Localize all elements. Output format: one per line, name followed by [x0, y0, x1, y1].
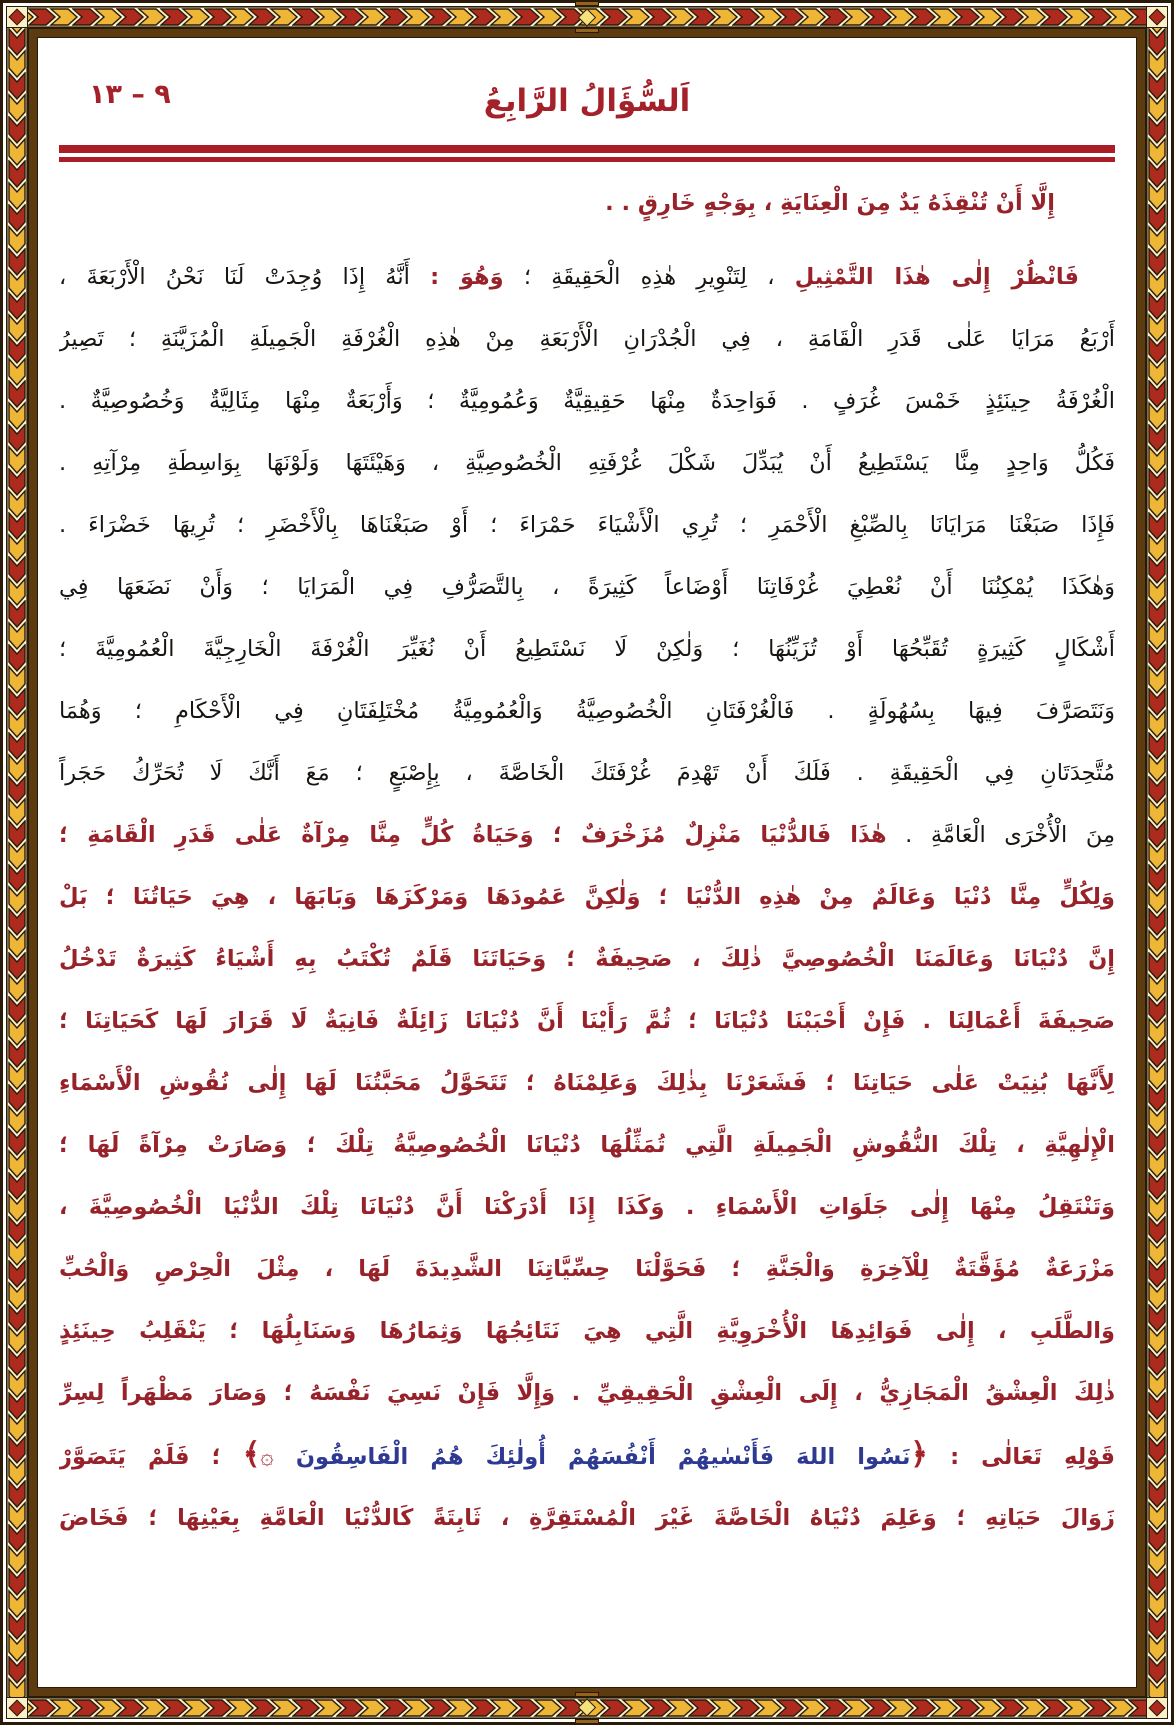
text-segment: مُتَّحِدَتَانِ فِي الْحَقِيقَةِ . فَلَكَ أَنْ تَهْدِمَ غُرْفَتَكَ الْخَاصَّةَ ، بِإِصْبَعٍ ؛ مَعَ أَنَّكَ لَا تُحَرِّكُ حَجَراً [59, 760, 1115, 786]
chain-pattern-right-svg [1146, 28, 1168, 1697]
text-segment: أَنَّهُ إِذَا وُجِدَتْ لَنَا نَحْنُ الْأَرْبَعَةَ ، [59, 264, 431, 290]
text-line-21 [59, 1424, 1115, 1487]
text-segment: هٰذَا فَالدُّنْيَا مَنْزِلٌ مُزَخْرَفٌ ؛ وَحَيَاةُ كُلٍّ مِنَّا مِرْآةٌ عَلٰى قَدَرِ الْقَامَةِ ؛ [59, 822, 887, 848]
text-line-18 [59, 1238, 1115, 1300]
page-content [37, 37, 1137, 1688]
text-segment: لِأَنَّهَا بُنِيَتْ عَلٰى حَيَاتِنَا ؛ فَشَعَرْنَا بِذٰلِكَ وَعَلِمْنَاهُ ؛ تَتَحَوَّلُ مَحَبَّتُنَا لَهَا إِلٰى نُقُوشِ الْأَسْمَاءِ [59, 1070, 1115, 1096]
page-number: ٩ – ١٣ [89, 79, 171, 110]
quran-verse-text: نَسُوا اللهَ فَأَنْسٰيهُمْ أَنْفُسَهُمْ أُولٰئِكَ هُمُ الْفَاسِقُونَ [273, 1444, 911, 1470]
text-segment: فَانْظُرْ إِلٰى هٰذَا التَّمْثِيلِ [794, 264, 1080, 290]
rule-bar-thick [59, 145, 1115, 153]
chain-pattern-left-svg [6, 28, 28, 1697]
frame-center-tab-bottom-inner [575, 1692, 599, 1697]
text-line-10 [59, 742, 1115, 804]
text-line-5 [59, 432, 1115, 494]
frame-center-tab-bottom-outer [575, 1719, 599, 1724]
verse-bracket: ﴾ [242, 1437, 261, 1472]
text-line-14 [59, 990, 1115, 1052]
text-segment: إِنَّ دُنْيَانَا وَعَالَمَنَا الْخُصُوصِيَّ ذٰلِكَ ، صَحِيفَةٌ ؛ وَحَيَاتَنَا قَلَمٌ تُكْتَبُ بِهِ أَشْيَاءُ كَثِيرَةٌ تَدْخُلُ [59, 946, 1115, 972]
text-segment: وَهُوَ : [430, 264, 504, 290]
text-segment: ؛ فَلَمْ يَتَصَوَّرْ [59, 1444, 243, 1470]
text-segment: ، لِتَنْوِيرِ هٰذِهِ الْحَقِيقَةِ ؛ [503, 264, 795, 290]
text-segment: مِنَ الْأُخْرَى الْعَامَّةِ . [886, 822, 1115, 848]
text-line-22 [59, 1487, 1115, 1549]
body-text [59, 172, 1115, 1549]
text-segment: صَحِيفَةَ أَعْمَالِنَا . فَإِنْ أَحْبَبْنَا دُنْيَانَا ؛ ثُمَّ رَأَيْنَا أَنَّ دُنْيَانَا زَائِلَةٌ فَانِيَةٌ لَا قَرَارَ لَهَا كَحَيَاتِنَا ؛ [59, 1008, 1115, 1034]
frame-center-tab-top-inner [575, 28, 599, 33]
text-line-15 [59, 1052, 1115, 1114]
text-segment: وَتَنْتَقِلُ مِنْهَا إِلٰى جَلَوَاتِ الْأَسْمَاءِ . وَكَذَا إِذَا أَدْرَكْنَا أَنَّ دُنْيَانَا تِلْكَ الدُّنْيَا الْخُصُوصِيَّةَ ، [59, 1194, 1115, 1220]
text-line-17 [59, 1176, 1115, 1238]
text-segment: أَرْبَعُ مَرَايَا عَلٰى قَدَرِ الْقَامَةِ ، فِي الْجُدْرَانِ الْأَرْبَعَةِ مِنْ هٰذِهِ الْغُرْفَةِ الْجَمِيلَةِ الْمُزَيَّنَةِ ؛ تَصِيرُ [59, 326, 1115, 352]
text-line-20 [59, 1362, 1115, 1424]
text-segment: ذٰلِكَ الْعِشْقُ الْمَجَازِيُّ ، إِلَى الْعِشْقِ الْحَقِيقِيِّ . وَإِلَّا فَإِنْ نَسِيَ نَفْسَهُ ؛ وَصَارَ مَظْهَراً لِسِرِّ [59, 1380, 1115, 1406]
text-line-1 [59, 172, 1115, 234]
text-line-7 [59, 556, 1115, 618]
text-segment: فَكُلُّ وَاحِدٍ مِنَّا يَسْتَطِيعُ أَنْ يُبَدِّلَ شَكْلَ غُرْفَتِهِ الْخُصُوصِيَّةِ ، وَهَيْئَتَهَا وَلَوْنَهَا بِوَاسِطَةِ مِرْآتِهِ . [59, 450, 1115, 476]
text-segment: زَوَالَ حَيَاتِهِ ؛ وَعَلِمَ دُنْيَاهُ الْخَاصَّةَ غَيْرَ الْمُسْتَقِرَّةِ ، ثَابِتَةً كَالدُّنْيَا الْعَامَّةِ بِعَيْنِهَا ؛ فَخَاضَ [59, 1505, 1115, 1531]
text-line-19 [59, 1300, 1115, 1362]
frame-chain-right [1146, 28, 1168, 1697]
ayah-end-rosette-icon: ۞ [260, 1444, 274, 1470]
page-title: اَلسُّؤَالُ الرَّابِعُ [483, 83, 691, 119]
rule-bar-thin [59, 157, 1115, 162]
text-segment: وَالطَّلَبِ ، إِلٰى فَوَائِدِهَا الْأُخْرَوِيَّةِ الَّتِي هِيَ نَتَائِجُهَا وَثِمَارُهَا وَسَنَابِلُهَا ؛ يَنْقَلِبُ حِينَئِذٍ [59, 1318, 1115, 1344]
text-line-12 [59, 866, 1115, 928]
frame-corner-top-left [6, 6, 28, 28]
frame-corner-bottom-left [6, 1697, 28, 1719]
text-line-16 [59, 1114, 1115, 1176]
text-line-9 [59, 680, 1115, 742]
page-header [59, 77, 1115, 129]
text-segment: وَلِكُلٍّ مِنَّا دُنْيَا وَعَالَمٌ مِنْ هٰذِهِ الدُّنْيَا ؛ وَلٰكِنَّ عَمُودَهَا وَمَرْكَزَهَا وَبَابَهَا ، هِيَ حَيَاتُنَا ؛ بَلْ [59, 884, 1115, 910]
text-segment: وَهٰكَذَا يُمْكِنُنَا أَنْ نُعْطِيَ غُرْفَاتِنَا أَوْضَاعاً كَثِيرَةً ، بِالتَّصَرُّفِ فِي الْمَرَايَا ؛ وَأَنْ نَضَعَهَا فِي [59, 574, 1115, 600]
text-line-3 [59, 308, 1115, 370]
frame-corner-bottom-right [1146, 1697, 1168, 1719]
text-segment: مَزْرَعَةٌ مُؤَقَّتَةٌ لِلْآخِرَةِ وَالْجَنَّةِ ؛ فَحَوَّلْنَا حِسِّيَّاتِنَا الشَّدِيدَةَ لَهَا ، مِثْلَ الْحِرْصِ وَالْحُبِّ [59, 1256, 1115, 1282]
text-segment: قَوْلِهِ تَعَالٰى : [928, 1444, 1115, 1470]
text-segment: وَنَتَصَرَّفَ فِيهَا بِسُهُولَةٍ . فَالْغُرْفَتَانِ الْخُصُوصِيَّةُ وَالْعُمُومِيَّةُ مُخْتَلِفَتَانِ فِي الْأَحْكَامِ ؛ وَهُمَا [59, 698, 1115, 724]
text-segment: أَشْكَالٍ كَثِيرَةٍ تُقَبِّحُهَا أَوْ تُزَيِّنُهَا ؛ وَلٰكِنْ لَا نَسْتَطِيعُ أَنْ نُغَيِّرَ الْغُرْفَةَ الْخَارِجِيَّةَ الْعُمُومِيَّةَ ؛ [59, 636, 1115, 662]
text-line-6 [59, 494, 1115, 556]
text-line-8 [59, 618, 1115, 680]
verse-bracket: ﴿ [910, 1437, 928, 1472]
text-segment: الْغُرْفَةُ حِينَئِذٍ خَمْسَ غُرَفٍ . فَوَاحِدَةٌ مِنْهَا حَقِيقِيَّةٌ وَعُمُومِيَّةٌ ؛ وَأَرْبَعَةٌ مِنْهَا مِثَالِيَّةٌ وَخُصُوصِيَّةٌ . [59, 388, 1115, 414]
frame-center-tab-top-outer [575, 1, 599, 6]
text-line-11 [59, 804, 1115, 866]
text-line-13 [59, 928, 1115, 990]
frame-corner-top-right [1146, 6, 1168, 28]
text-line-2 [59, 246, 1115, 308]
frame-chain-left [6, 28, 28, 1697]
header-double-rule [59, 145, 1115, 162]
text-line-4 [59, 370, 1115, 432]
text-segment: إِلَّا أَنْ تُنْقِذَهُ يَدٌ مِنَ الْعِنَايَةِ ، بِوَجْهٍ خَارِقٍ . . [605, 190, 1055, 216]
text-segment: فَإِذَا صَبَغْنَا مَرَايَانَا بِالصِّبْغِ الْأَحْمَرِ ؛ تُرِي الْأَشْيَاءَ حَمْرَاءَ ؛ أَوْ صَبَغْنَاهَا بِالْأَخْضَرِ ؛ تُرِيهَا خَضْرَاءَ . [59, 512, 1115, 538]
text-segment: الْإِلٰهِيَّةِ ، تِلْكَ النُّقُوشِ الْجَمِيلَةِ الَّتِي تُمَثِّلُهَا دُنْيَانَا الْخُصُوصِيَّةُ تِلْكَ ؛ وَصَارَتْ مِرْآةً لَهَا ؛ [59, 1132, 1115, 1158]
